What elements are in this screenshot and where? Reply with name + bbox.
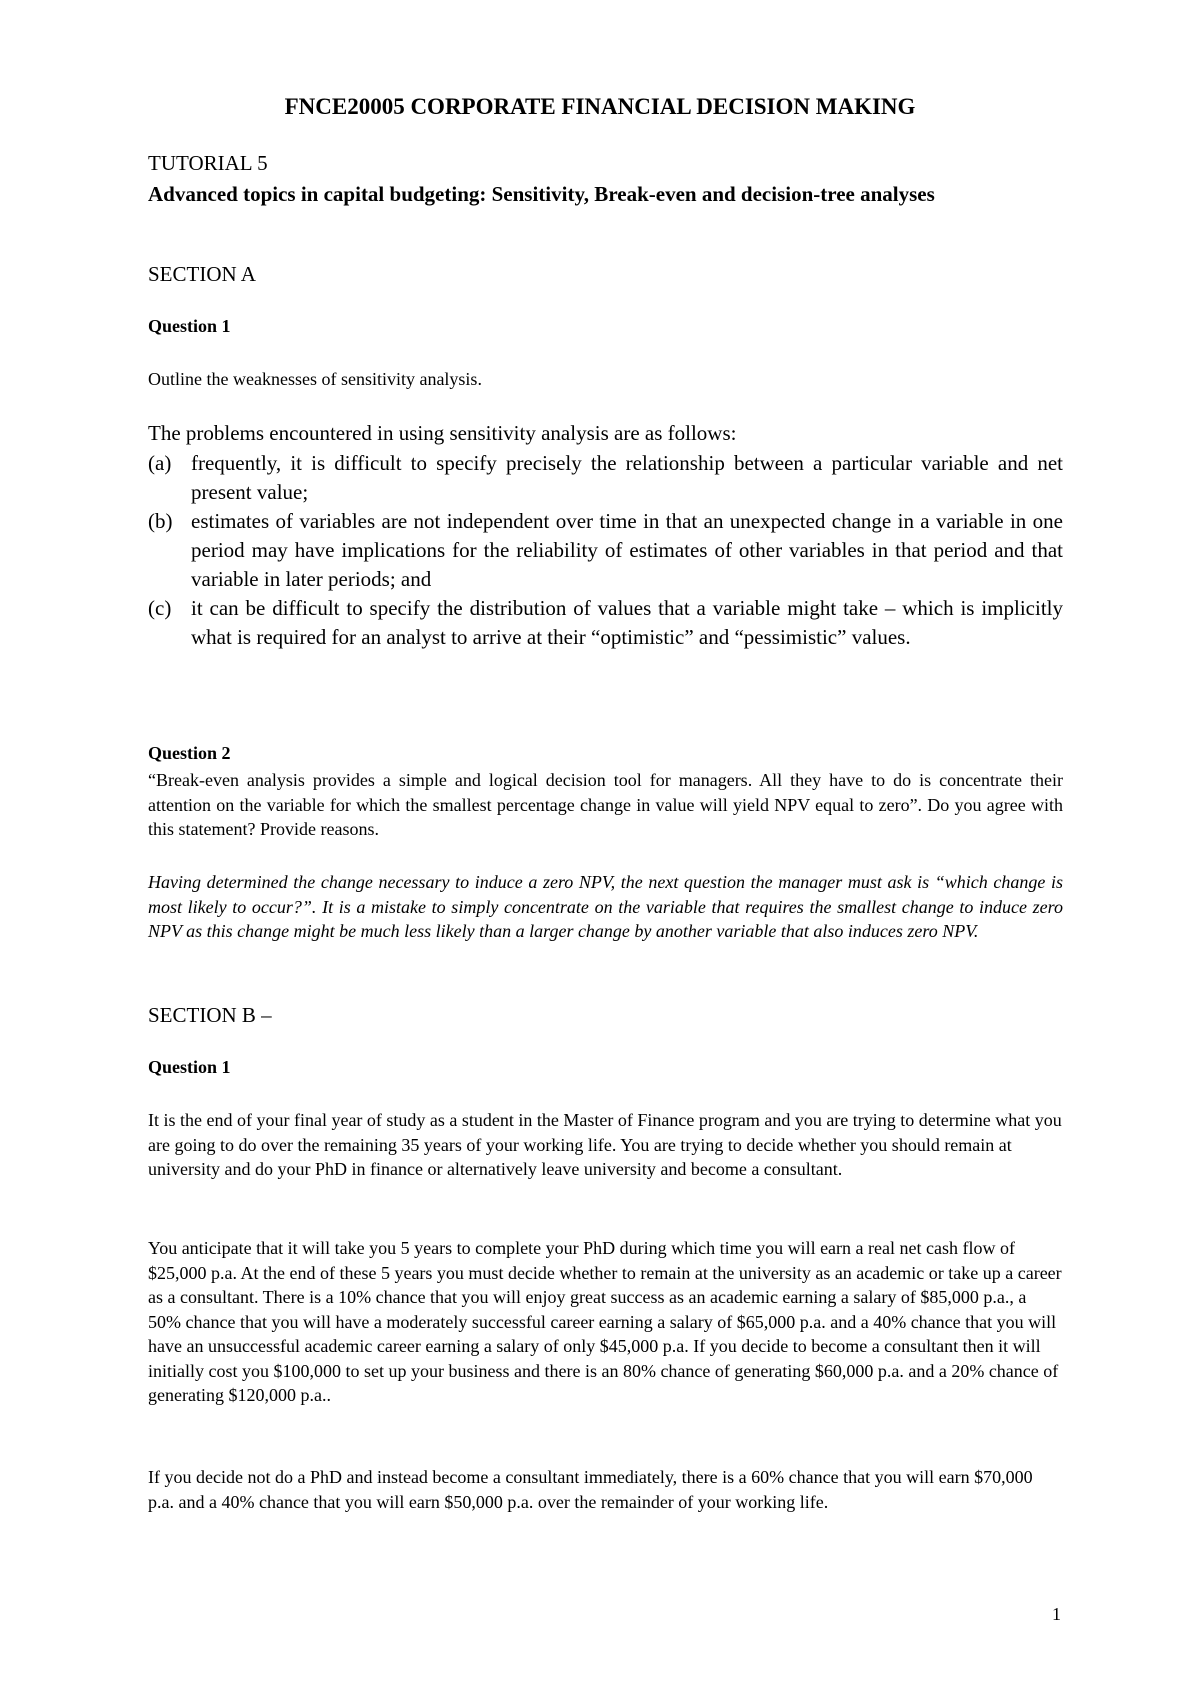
list-item-text: it can be difficult to specify the distribution of values that a variable might take – which is implicitly what is required for an analyst to arrive at their “optimistic” and “pessimistic” values. (191, 596, 1063, 649)
section-a-question-2-heading: Question 2 (148, 743, 231, 763)
section-a-question-2-prompt: “Break-even analysis provides a simple and logical decision tool for managers. All they have to do is concentrate their attention on the variable for which the smallest percentage change in value will yield NPV equal to zero”. Do you agree with this statement? Provide reasons. (148, 770, 1063, 839)
section-b-heading: SECTION B – (148, 1003, 272, 1027)
section-a-question-2-answer: Having determined the change necessary to induce a zero NPV, the next question the manager must ask is “which change is most likely to occur?”. It is a mistake to simply concentrate on the variable that requires the smallest change to induce zero NPV as this change might be much less likely than a larger change by another variable that also induces zero NPV. (148, 872, 1063, 941)
list-item (106, 449, 1063, 507)
section-b-paragraph-3: If you decide not do a PhD and instead become a consultant immediately, there is a 60% chance that you will earn $70,000 p.a. and a 40% chance that you will earn $50,000 p.a. over the remainder of your working life. (148, 1467, 1033, 1512)
section-b-paragraph-1: It is the end of your final year of study as a student in the Master of Finance program and you are trying to determine what you are going to do over the remaining 35 years of your working life. You are trying to decide whether you should remain at university and do your PhD in finance or alternatively leave university and become a consultant. (148, 1110, 1062, 1179)
list-marker: (c) (148, 596, 172, 620)
list-item-text: frequently, it is difficult to specify precisely the relationship between a particular variable and net present value; (191, 451, 1063, 504)
section-a-question-1-heading: Question 1 (148, 316, 231, 336)
list-marker: (a) (148, 451, 172, 475)
section-b-question-1-heading: Question 1 (148, 1057, 231, 1077)
document-title: FNCE20005 CORPORATE FINANCIAL DECISION MAKING (284, 94, 916, 119)
list-item (106, 594, 1063, 652)
list-marker: (b) (148, 509, 173, 533)
section-a-question-1-prompt: Outline the weaknesses of sensitivity analysis. (148, 369, 482, 389)
list-item-text: estimates of variables are not independent over time in that an unexpected change in a variable in one period may have implications for the reliability of estimates of other variables in that period and that variable in later periods; and (191, 509, 1063, 591)
section-a-question-1-answer-intro: The problems encountered in using sensitivity analysis are as follows: (148, 421, 737, 445)
section-b-paragraph-2: You anticipate that it will take you 5 years to complete your PhD during which time you will earn a real net cash flow of $25,000 p.a. At the end of these 5 years you must decide whether to remain at the university as an academic or take up a career as a consultant. There is a 10% chance that you will enjoy great success as an academic earning a salary of $85,000 p.a., a 50% chance that you will have a moderately successful career earning a salary of $65,000 p.a. and a 40% chance that you will have an unsuccessful academic career earning a salary of only $45,000 p.a. If you decide to become a consultant then it will initially cost you $100,000 to set up your business and there is an 80% chance of generating $60,000 p.a. and a 20% chance of generating $120,000 p.a.. (148, 1238, 1062, 1405)
tutorial-label: TUTORIAL 5 (148, 151, 268, 175)
section-a-heading: SECTION A (148, 262, 256, 286)
tutorial-subtitle: Advanced topics in capital budgeting: Sensitivity, Break-even and decision-tree analyses (148, 182, 935, 206)
page-number: 1 (1052, 1604, 1061, 1624)
weakness-list (106, 449, 1063, 652)
list-item (106, 507, 1063, 594)
